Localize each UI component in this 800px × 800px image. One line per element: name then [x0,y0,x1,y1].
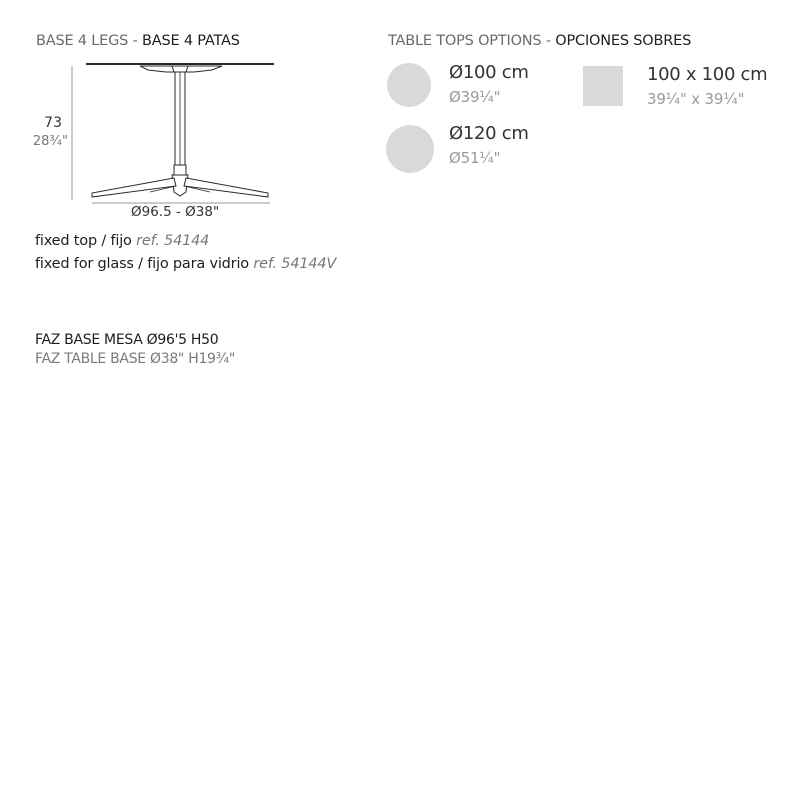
reference-fixed-glass: fixed for glass / fijo para vidrio ref. 54144V [35,256,337,272]
round-top-swatch-120 [386,125,434,173]
height-cm: 73 [44,115,62,131]
option-size-cm: Ø120 cm [449,123,529,144]
diameter-label: Ø96.5 - Ø38" [131,204,220,220]
product-name-en: FAZ TABLE BASE Ø38" H19¾" [35,351,236,367]
option-size-cm: Ø100 cm [449,62,529,83]
option-size-in: 39¼" x 39¼" [647,90,745,108]
tops-heading-en: TABLE TOPS OPTIONS [388,33,542,49]
reference-fixed-top: fixed top / fijo ref. 54144 [35,233,210,249]
base-heading-en: BASE 4 LEGS [36,33,129,49]
tops-heading: TABLE TOPS OPTIONS - OPCIONES SOBRES [388,33,692,49]
leg-left [92,178,176,197]
square-top-swatch [583,66,623,106]
ref-code: ref. 54144V [253,256,337,272]
base-heading-es: BASE 4 PATAS [142,33,240,49]
option-size-in: Ø39¼" [449,88,501,106]
leg-right [184,178,268,197]
base-heading: BASE 4 LEGS - BASE 4 PATAS [36,33,240,49]
ref-code: ref. 54144 [136,233,210,249]
option-size-in: Ø51¼" [449,149,501,167]
height-in: 28¾" [32,134,68,149]
tops-heading-es: OPCIONES SOBRES [555,33,692,49]
option-size-cm: 100 x 100 cm [647,64,768,85]
product-name-es: FAZ BASE MESA Ø96'5 H50 [35,332,219,348]
round-top-swatch-100 [387,63,431,107]
